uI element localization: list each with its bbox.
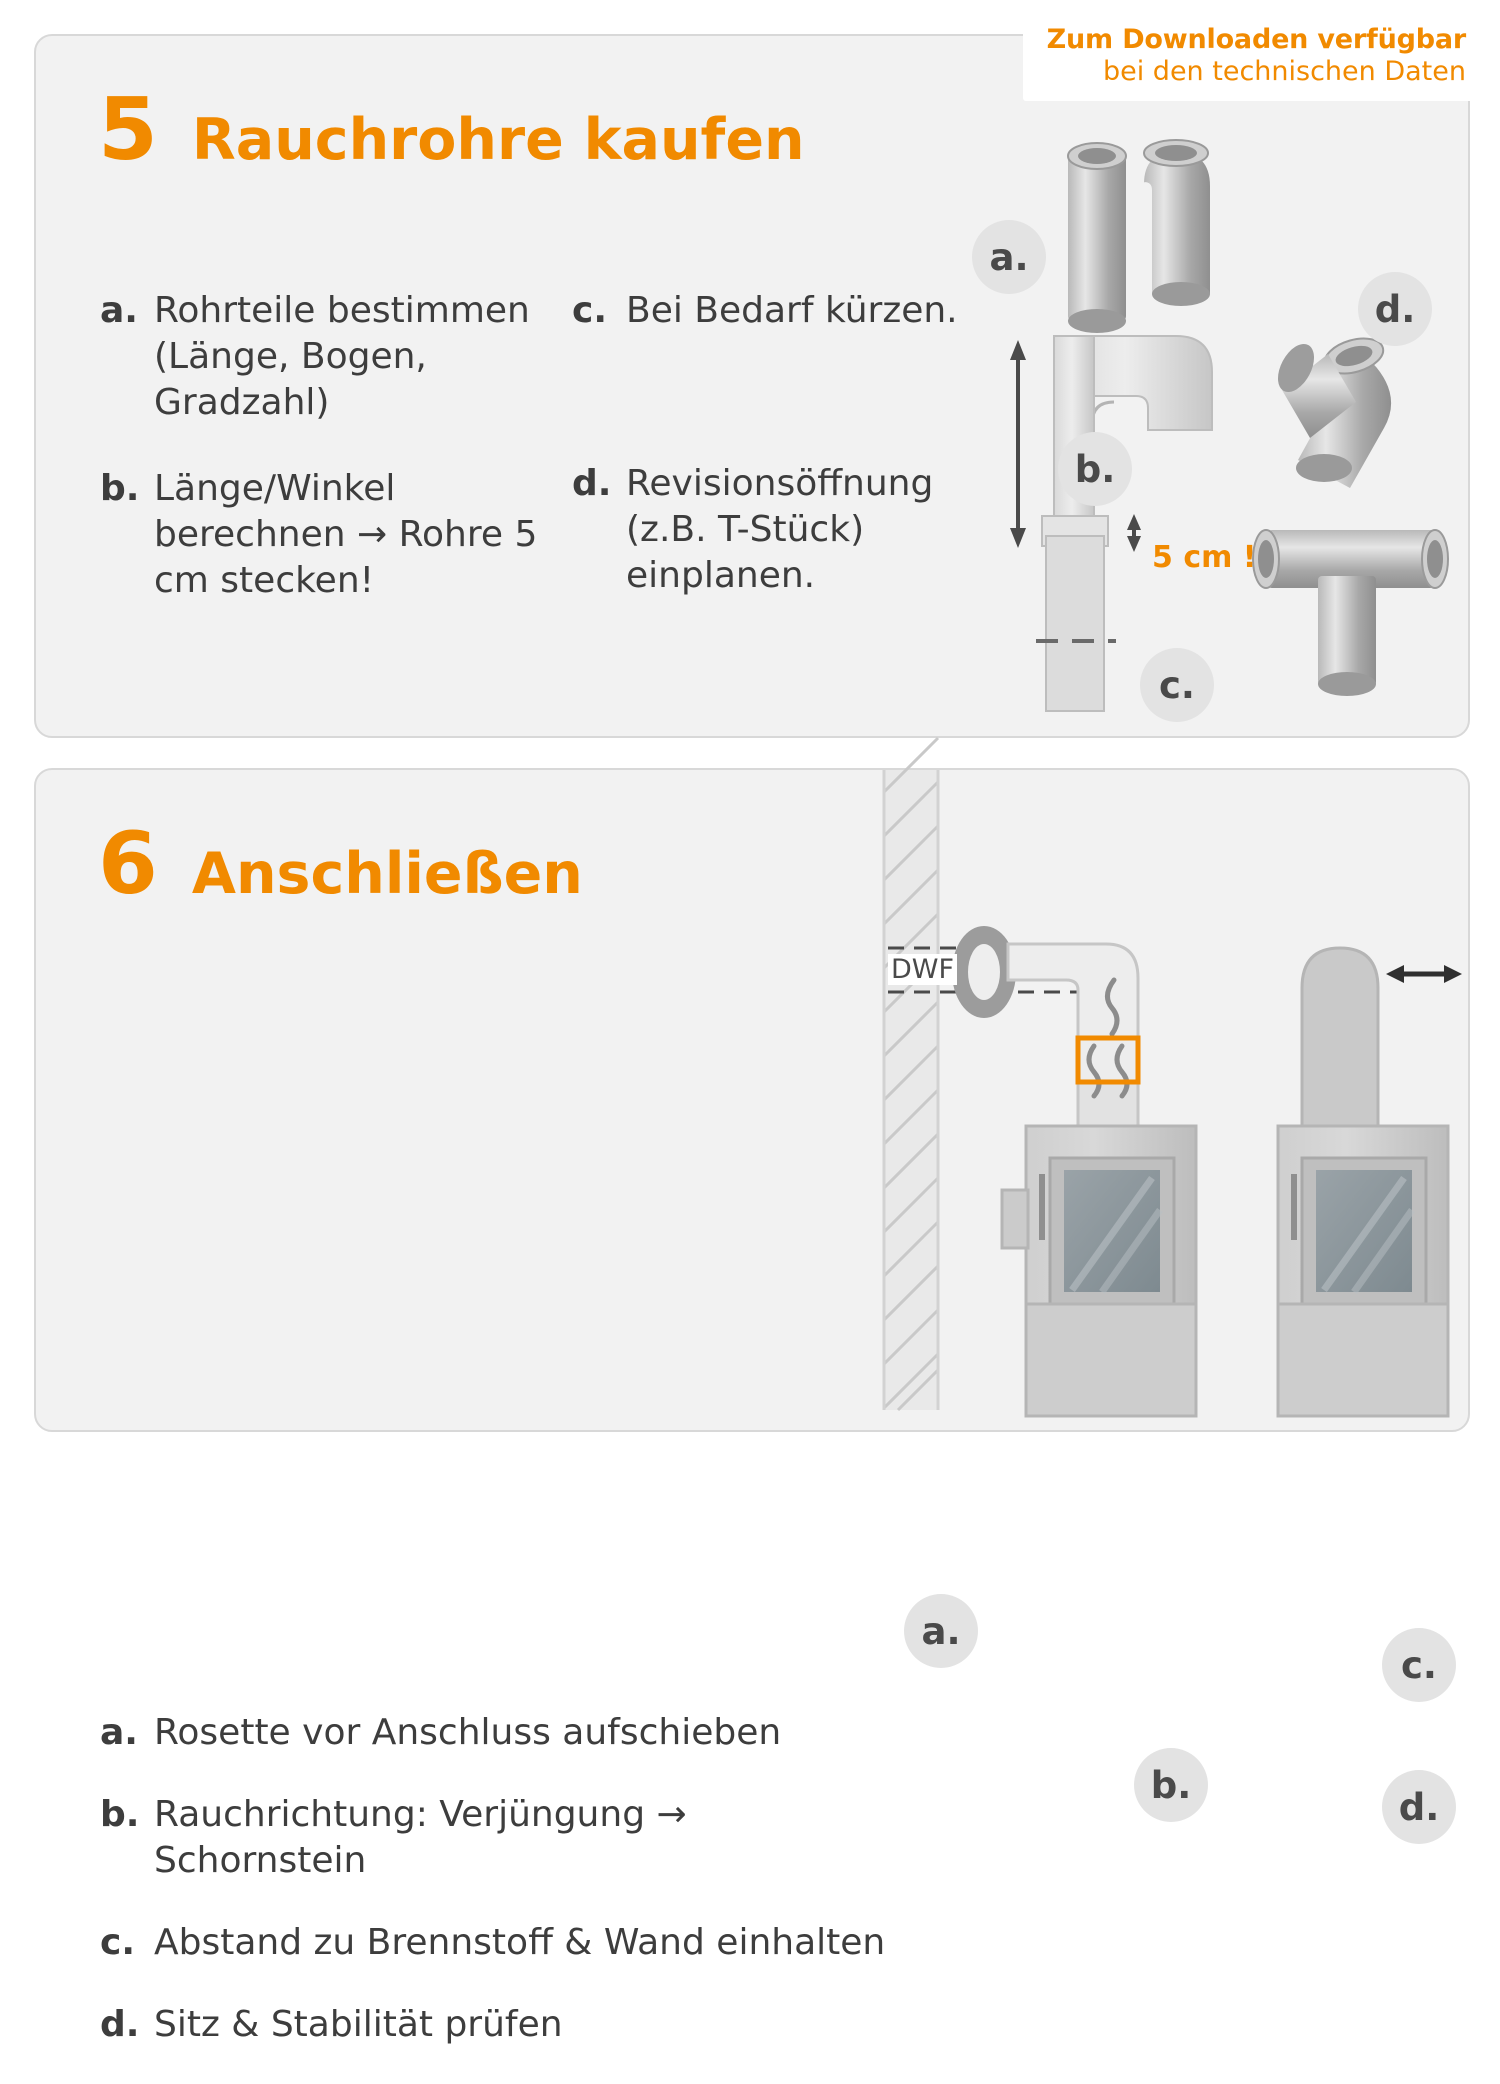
step-6-title: Anschließen: [191, 841, 583, 907]
list-item: [100, 466, 570, 604]
bullet-letter: b.: [100, 1794, 140, 1836]
marker-c: c.: [1140, 648, 1214, 722]
bullet-text: Rosette vor Anschluss aufschieben: [154, 1712, 782, 1753]
wall-hatching: [884, 738, 938, 1410]
step-5-bullets-left: [100, 288, 570, 634]
stove-left: [1002, 1126, 1196, 1416]
step-6-bullets: [100, 1710, 890, 2084]
step-6-header: [98, 814, 583, 914]
bullet-letter: b.: [100, 468, 140, 510]
step-6-number: 6: [98, 814, 158, 914]
step-5-number: 5: [98, 80, 158, 180]
connection-pipe: [1008, 944, 1138, 1126]
bullet-letter: d.: [100, 2004, 140, 2046]
list-item: [100, 1710, 890, 1756]
download-banner-line1: Zum Downloaden verfügbar: [1046, 24, 1466, 55]
list-item: [572, 288, 992, 334]
step-5-bullets-right: [572, 288, 992, 629]
bullet-text: Revisionsöffnung (z.B. T-Stück) einplanen.: [626, 463, 934, 597]
t-piece-icon: [1253, 530, 1448, 696]
marker-b: b.: [1058, 432, 1132, 506]
bullet-letter: a.: [100, 1712, 138, 1753]
step-6-card: [34, 768, 1470, 2046]
bullet-letter: d.: [572, 463, 612, 505]
download-banner: [1023, 14, 1484, 101]
step-5-card: [34, 34, 1470, 738]
stove-right: [1278, 948, 1448, 1416]
length-dimension-arrow: [1010, 340, 1026, 548]
bullet-text: Abstand zu Brennstoff & Wand einhalten: [154, 1922, 886, 1964]
elbow-pipe-icon: [1144, 140, 1210, 306]
dwf-label: DWF: [888, 954, 957, 985]
dimension-label-5cm: 5 cm !: [1152, 540, 1257, 575]
five-cm-dimension-arrow: [1127, 514, 1141, 552]
step-5-header: [98, 80, 805, 180]
list-item: [572, 461, 992, 599]
step-6-illustration: [826, 770, 1466, 1426]
stove-connection-drawing: [826, 770, 1466, 1426]
marker-a: a.: [972, 220, 1046, 294]
list-item: [100, 1920, 890, 1966]
marker-d: d.: [1358, 272, 1432, 346]
bullet-letter: c.: [100, 1922, 136, 1964]
marker-d: d.: [1382, 1770, 1456, 1844]
list-item: [100, 288, 570, 426]
bullet-letter: a.: [100, 290, 138, 331]
marker-b: b.: [1134, 1748, 1208, 1822]
bullet-text: Rauchrichtung: Verjüngung → Schornstein: [154, 1794, 687, 1882]
marker-c: c.: [1382, 1628, 1456, 1702]
step-5-illustration: [936, 36, 1466, 732]
marker-a: a.: [904, 1594, 978, 1668]
bullet-text: Sitz & Stabilität prüfen: [154, 2004, 563, 2046]
list-item: [100, 2002, 890, 2048]
pipe-parts-drawing: [936, 36, 1466, 732]
bullet-text: Rohrteile bestimmen (Länge, Bogen, Gradzahl): [154, 290, 530, 424]
download-banner-line2: bei den technischen Daten: [1102, 56, 1466, 88]
rosette-icon: [952, 926, 1016, 1018]
angled-elbow-icon: [1271, 332, 1392, 488]
bullet-text: Bei Bedarf kürzen.: [626, 290, 958, 331]
bullet-text: Länge/Winkel berechnen → Rohre 5 cm stecken!: [154, 468, 538, 602]
list-item: [100, 1792, 890, 1884]
distance-arrow: [1386, 965, 1462, 983]
straight-pipe-icon: [1068, 143, 1126, 333]
step-5-title: Rauchrohre kaufen: [191, 107, 805, 173]
bullet-letter: c.: [572, 290, 608, 331]
